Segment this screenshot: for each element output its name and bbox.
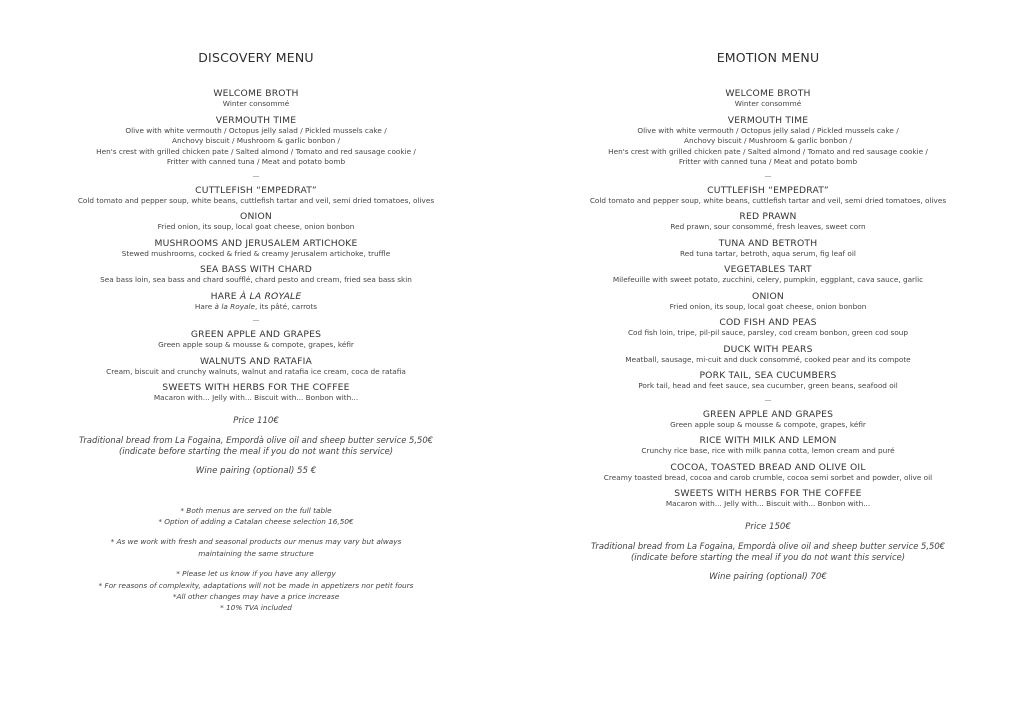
course-desc-italic: à la Royale: [214, 301, 255, 311]
course-desc: Meatball, sausage, mi-cuit and duck consommé, cooked pear and its compote: [625, 354, 911, 364]
course-desc: Sea bass loin, sea bass and chard soufflé, chard pesto and cream, fried sea bass skin: [100, 275, 412, 284]
course-name: CUTTLEFISH “EMPEDRAT”: [195, 184, 317, 196]
course: [558, 211, 978, 233]
course-name: WELCOME BROTH: [725, 88, 811, 99]
note: * As we work with fresh and seasonal products our menus may vary but always: [110, 537, 402, 547]
course-desc: Milefeuille with sweet potato, zucchini, celery, pumpkin, eggplant, cava sauce, garlic: [612, 275, 924, 284]
course: [558, 488, 978, 510]
course-name: VERMOUTH TIME: [727, 114, 809, 126]
course: [558, 185, 978, 207]
bread-service-line: (indicate before starting the meal if you do not want this service): [118, 445, 394, 456]
course: [558, 264, 978, 286]
course-name-text: HARE: [210, 290, 237, 302]
course-name: CUTTLEFISH “EMPEDRAT”: [707, 184, 829, 196]
course-name: ONION: [752, 290, 784, 302]
course-desc: Macaron with... Jelly with... Biscuit with... Bonbon with...: [665, 499, 871, 508]
course: [46, 88, 466, 110]
course: [46, 382, 466, 404]
course-name: TUNA AND BETROTH: [718, 237, 818, 249]
course-desc: Fritter with canned tuna / Meat and potato bomb: [678, 157, 858, 166]
course: [46, 185, 466, 207]
separator: —: [764, 395, 772, 404]
course-desc: Cold tomato and pepper soup, white beans, cuttlefish tartar and veil, semi dried tomatoes, olives: [589, 195, 947, 205]
course-desc: Hen's crest with grilled chicken pate / Salted almond / Tomato and red sausage cookie /: [96, 146, 416, 156]
course-desc: Cold tomato and pepper soup, white beans, cuttlefish tartar and veil, semi dried tomatoes, olives: [77, 195, 435, 205]
emotion-menu: [558, 50, 978, 582]
course-desc: Fritter with canned tuna / Meat and potato bomb: [166, 157, 346, 166]
course-desc: Hen's crest with grilled chicken pate / Salted almond / Tomato and red sausage cookie /: [608, 146, 928, 156]
menu-price: Price 110€: [233, 415, 279, 426]
course-name: MUSHROOMS AND JERUSALEM ARTICHOKE: [154, 237, 358, 249]
footnotes: [46, 505, 466, 614]
course-name: RICE WITH MILK AND LEMON: [699, 435, 837, 446]
separator: —: [252, 316, 260, 324]
course-desc: [46, 302, 466, 313]
course-name: SWEETS WITH HERBS FOR THE COFFEE: [674, 488, 862, 499]
bread-service: [46, 435, 466, 457]
course-name: WELCOME BROTH: [213, 88, 299, 99]
bread-service: [558, 541, 978, 563]
course-desc: Fried onion, its soup, local goat cheese, onion bonbon: [669, 301, 867, 311]
course-desc: Cream, biscuit and crunchy walnuts, walnut and ratafia ice cream, coca de ratafia: [106, 366, 406, 376]
course-desc: Cod fish loin, tripe, pil-pil sauce, parsley, cod cream bonbon, green cod soup: [627, 328, 909, 337]
course-desc: Macaron with... Jelly with... Biscuit with... Bonbon with...: [153, 393, 359, 402]
course: [46, 211, 466, 233]
note: * Option of adding a Catalan cheese selection 16,50€: [158, 516, 354, 526]
course: [46, 238, 466, 260]
course-desc-suffix: , its pâté, carrots: [255, 301, 318, 311]
course-name: [46, 291, 466, 302]
note: * For reasons of complexity, adaptations will not be made in appetizers nor petit fours: [98, 580, 414, 590]
bread-service-line: Traditional bread from La Fogaina, Empordà olive oil and sheep butter service 5,50€: [590, 540, 946, 551]
course-name: WALNUTS AND RATAFIA: [200, 355, 312, 367]
discovery-menu: [46, 50, 466, 623]
course-desc: Winter consommé: [734, 99, 802, 108]
course: [558, 88, 978, 110]
course: [558, 462, 978, 484]
course-name: RED PRAWN: [739, 211, 797, 222]
course: [558, 291, 978, 313]
course-desc: Pork tail, head and feet sauce, sea cucumber, green beans, seafood oil: [638, 381, 898, 390]
course-desc: Red tuna tartar, betroth, aqua serum, fig leaf oil: [680, 248, 856, 258]
course: [558, 409, 978, 431]
course: [558, 115, 978, 168]
course-desc: Crunchy rice base, rice with milk panna cotta, lemon cream and puré: [641, 446, 895, 455]
emotion-menu-title: EMOTION MENU: [716, 50, 820, 65]
course-desc: Anchovy biscuit / Mushroom & garlic bonbon /: [683, 136, 853, 145]
discovery-menu-title: DISCOVERY MENU: [198, 50, 314, 65]
course: [558, 435, 978, 457]
separator: —: [764, 171, 772, 180]
note-group: [46, 568, 466, 614]
wine-pairing: Wine pairing (optional) 55 €: [195, 465, 317, 476]
note-group: [46, 505, 466, 528]
course-desc: Olive with white vermouth / Octopus jelly salad / Pickled mussels cake /: [125, 125, 387, 135]
course-name: COD FISH AND PEAS: [719, 317, 817, 328]
course-name: PORK TAIL, SEA CUCUMBERS: [699, 370, 837, 381]
note: * 10% TVA included: [220, 603, 292, 613]
course: [558, 370, 978, 392]
note: maintaining the same structure: [198, 548, 314, 558]
course-name: GREEN APPLE AND GRAPES: [702, 408, 834, 420]
course-desc: Green apple soup & mousse & compote, grapes, kéfir: [670, 419, 866, 429]
course-name-italic: À LA ROYALE: [239, 290, 302, 302]
course: [46, 264, 466, 286]
menu-price: Price 150€: [745, 521, 791, 532]
course-name: VERMOUTH TIME: [215, 114, 297, 126]
course-desc: Red prawn, sour consommé, fresh leaves, sweet corn: [670, 222, 866, 231]
course-name: SWEETS WITH HERBS FOR THE COFFEE: [162, 382, 350, 393]
course-name: COCOA, TOASTED BREAD AND OLIVE OIL: [670, 461, 866, 473]
course: [558, 238, 978, 260]
course-name: GREEN APPLE AND GRAPES: [190, 329, 322, 340]
note: * Please let us know if you have any allergy: [176, 569, 336, 579]
note: *All other changes may have a price increase: [172, 591, 340, 601]
course-desc: Fried onion, its soup, local goat cheese, onion bonbon: [157, 222, 355, 231]
course: [558, 344, 978, 366]
course-desc-prefix: Hare: [194, 301, 213, 311]
note-group: [46, 536, 466, 559]
course-desc: Winter consommé: [222, 99, 290, 108]
course-desc: Anchovy biscuit / Mushroom & garlic bonbon /: [171, 136, 341, 145]
course: [46, 329, 466, 351]
course-name: VEGETABLES TART: [724, 264, 812, 275]
course: [558, 317, 978, 339]
bread-service-line: Traditional bread from La Fogaina, Empordà olive oil and sheep butter service 5,50€: [78, 434, 434, 445]
bread-service-line: (indicate before starting the meal if you do not want this service): [630, 551, 906, 562]
course-name: SEA BASS WITH CHARD: [199, 264, 313, 275]
course-name: ONION: [240, 211, 272, 222]
course-desc: Stewed mushrooms, cocked & fried & creamy Jerusalem artichoke, truffle: [121, 248, 391, 258]
course-desc: Green apple soup & mousse & compote, grapes, kéfir: [158, 340, 354, 349]
course: [46, 356, 466, 378]
course-desc: Olive with white vermouth / Octopus jelly salad / Pickled mussels cake /: [637, 125, 899, 135]
course-name: DUCK WITH PEARS: [723, 343, 813, 355]
course-desc: Creamy toasted bread, cocoa and carob crumble, cocoa semi sorbet and powder, olive oil: [603, 472, 933, 482]
wine-pairing: Wine pairing (optional) 70€: [709, 571, 827, 582]
course: [46, 115, 466, 168]
note: * Both menus are served on the full table: [180, 505, 332, 515]
course: [46, 291, 466, 313]
separator: —: [252, 171, 260, 180]
